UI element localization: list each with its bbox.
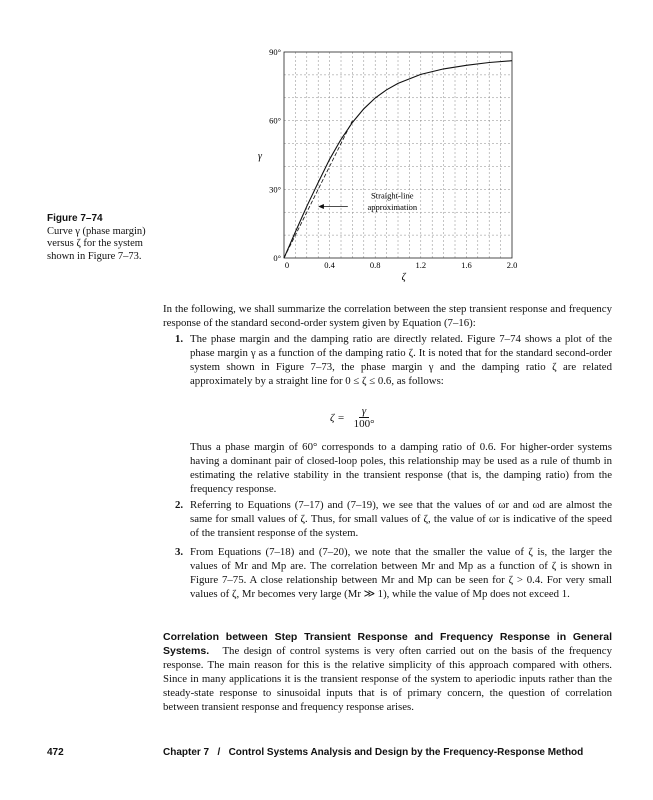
equation-lhs: ζ = xyxy=(330,411,345,424)
x-tick-label: 0 xyxy=(284,260,290,270)
x-tick-label: 0.4 xyxy=(324,260,335,270)
list-item-text: From Equations (7–18) and (7–20), we note that the smaller the value of ζ is, the larger the values of Mr and Mp are. The correlation between Mr and Mp as a function of ζ is shown in Figure 7–75. A close relationship between Mr and Mp can be seen for ζ > 0.4. For very small values of ζ, Mr becomes very large (Mr ≫ 1), while the value of Mp does not exceed 1. xyxy=(190,546,612,600)
list-item-text: Referring to Equations (7–17) and (7–19), we see that the values of ωr and ωd are almost the same for small values of ζ. Thus, for small values of ζ, the value of ωr is indicative of the speed of the transient response of the system. xyxy=(190,499,612,539)
equation-numerator: γ xyxy=(359,405,369,418)
y-tick-label: 60° xyxy=(269,115,281,126)
x-axis-label: ζ xyxy=(401,272,406,283)
annotation-label: approximation xyxy=(367,201,418,212)
equation-denominator: 100° xyxy=(353,418,375,430)
figure-caption xyxy=(47,213,152,263)
list-item-number: 2. xyxy=(175,499,184,511)
annotation-label: Straight-line xyxy=(371,190,414,201)
list-item-text: The phase margin and the damping ratio are directly related. Figure 7–74 shows a plot of the phase margin γ as a function of the damping ratio ζ. It is noted that for the standard second-order system shown in Figure 7–73, the phase margin γ and the damping ratio ζ are related approximately by a straight line for 0 ≤ ζ ≤ 0.6, as follows: xyxy=(190,333,612,387)
y-axis-label: γ xyxy=(258,151,262,162)
annotation-arrowhead xyxy=(318,204,324,209)
list-item-1 xyxy=(175,332,612,388)
list-item-1-continued xyxy=(175,440,612,496)
intro-paragraph: In the following, we shall summarize the correlation between the step transient response and frequency response of the standard second-order system given by Equation (7–16): xyxy=(163,303,612,329)
section-heading: Correlation between Step Transient Response and Frequency Response in General Systems. xyxy=(163,631,612,657)
x-tick-label: 1.2 xyxy=(415,260,427,270)
list-item-2 xyxy=(175,498,612,540)
list-item-3 xyxy=(175,545,612,601)
figure-caption-text: Curve γ (phase margin) versus ζ for the system shown in Figure 7–73. xyxy=(47,225,146,262)
y-tick-label: 0° xyxy=(273,253,281,263)
x-tick-label: 1.6 xyxy=(461,260,472,270)
list-item-number: 1. xyxy=(175,333,184,345)
equation-fraction xyxy=(351,405,378,430)
x-tick-label: 0.8 xyxy=(369,260,381,270)
figure-label: Figure 7–74 xyxy=(47,213,103,224)
page-number: 472 xyxy=(47,747,64,758)
y-tick-label: 30° xyxy=(269,184,281,195)
list-item-number: 3. xyxy=(175,546,184,558)
x-tick-label: 2.0 xyxy=(506,260,518,270)
section-paragraph xyxy=(163,630,612,714)
running-head: Chapter 7 / Control Systems Analysis and Design by the Frequency-Response Method xyxy=(163,747,584,758)
y-tick-label: 90° xyxy=(269,47,281,57)
list-item-text: Thus a phase margin of 60° corresponds to a damping ratio of 0.6. For higher-order systems having a dominant pair of closed-loop poles, this relationship may be used as a rule of thumb in estimating the relative stability in the transient response (that is, the damping ratio) from the frequency response. xyxy=(190,441,612,495)
damping-equation xyxy=(330,405,378,430)
section-text: The design of control systems is very often carried out on the basis of the frequency response. The main reason for this is the relative simplicity of this approach compared with others. Since in many applications it is the transient response of the system to aperiodic inputs rather than the steady-state response to sinusoidal inputs that is of primary concern, the question of correlation between transient response and frequency response arises. xyxy=(163,645,613,713)
